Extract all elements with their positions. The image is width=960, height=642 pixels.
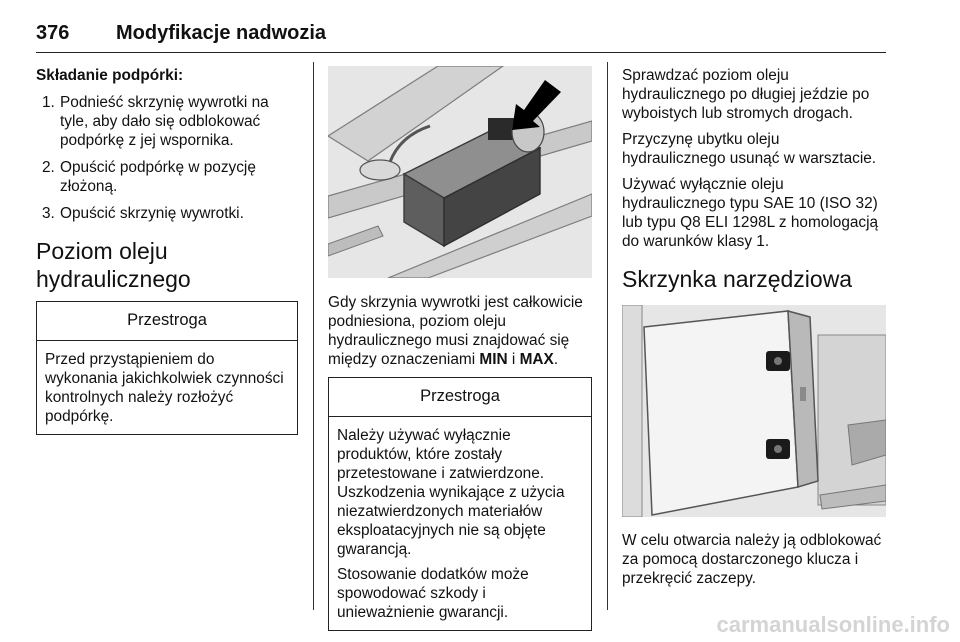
step-text: Opuścić skrzynię wywrotki.	[60, 205, 244, 222]
watermark: carmanualsonline.info	[716, 612, 950, 637]
oil-loss-paragraph: Przyczynę ubytku oleju hydraulicznego usunąć w warsztacie.	[622, 131, 877, 167]
step-item	[36, 93, 298, 150]
caution-box-2	[328, 377, 592, 631]
oil-level-text: Gdy skrzynia wywrotki jest całkowicie podniesiona, poziom oleju hydraulicznego musi znajdować się między oznaczeniami	[328, 294, 583, 368]
oil-level-paragraph	[328, 293, 592, 369]
column-1	[36, 66, 298, 435]
step-item	[36, 158, 298, 196]
caution-text: Przed przystąpieniem do wykonania jakichkolwiek czynności kontrolnych należy rozłożyć podpórkę.	[45, 351, 284, 425]
caution-text: Stosowanie dodatków może spowodować szkody i unieważnienie gwarancji.	[337, 566, 529, 621]
page-header	[36, 20, 886, 53]
caution-body	[37, 341, 297, 434]
check-oil-paragraph: Sprawdzać poziom oleju hydraulicznego po długiej jeździe po wyboistych lub stromych drogach.	[622, 67, 870, 122]
min-label: MIN	[479, 351, 508, 368]
max-label: MAX	[519, 351, 554, 368]
caution-text: Należy używać wyłącznie produktów, które zostały przetestowane i zatwierdzone. Uszkodzenia wynikające z użycia niezatwierdzonych materiałów eksploatacyjnych nie są objęte gwarancją.	[337, 427, 565, 558]
step-number: 3.	[42, 205, 55, 222]
page-number: 376	[36, 22, 70, 44]
oil-level-end: .	[553, 351, 559, 368]
caution-title: Przestroga	[329, 378, 591, 417]
caution-title: Przestroga	[37, 302, 297, 341]
toolbox-instructions: W celu otwarcia należy ją odblokować za pomocą dostarczonego klucza i przekręcić zaczepy.	[622, 532, 882, 587]
caution-body	[329, 417, 591, 630]
oil-type-paragraph: Używać wyłącznie oleju hydraulicznego typu SAE 10 (ISO 32) lub typu Q8 ELI 1298L z homologacją do warunków klasy 1.	[622, 176, 879, 250]
step-item	[36, 204, 298, 223]
step-text: Opuścić podpórkę w pozycję złożoną.	[60, 159, 256, 195]
column-3	[622, 66, 886, 595]
heading-line-1: Poziom oleju	[36, 238, 168, 264]
step-text: Podnieść skrzynię wywrotki na tyle, aby dało się odblokować podpórkę z jej wspornika.	[60, 94, 269, 149]
oil-level-conjunction: i	[507, 351, 520, 368]
column-divider-2	[607, 62, 608, 610]
folding-heading: Składanie podpórki:	[36, 67, 184, 84]
section-heading-toolbox: Skrzynka narzędziowa	[622, 266, 853, 292]
column-divider-1	[313, 62, 314, 610]
heading-line-2: hydraulicznego	[36, 266, 191, 292]
step-number: 2.	[42, 159, 55, 176]
hydraulic-pump-illustration	[328, 66, 592, 278]
caution-box-1	[36, 301, 298, 435]
folding-steps	[36, 93, 298, 223]
column-2	[328, 66, 592, 631]
chapter-title: Modyfikacje nadwozia	[116, 22, 327, 44]
step-number: 1.	[42, 94, 55, 111]
toolbox-illustration	[622, 305, 886, 517]
section-heading-hydraulic-oil	[36, 237, 298, 293]
